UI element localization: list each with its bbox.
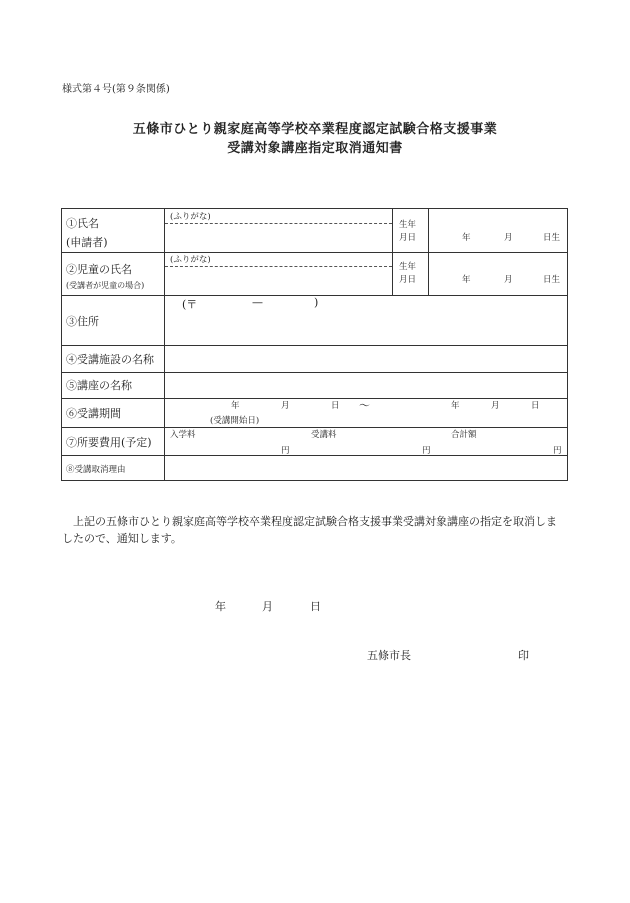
postal-close: ) <box>314 296 319 309</box>
date-month-label: 月 <box>262 600 273 613</box>
dob-label: 月日 <box>399 275 417 285</box>
month-label: 月 <box>504 275 513 285</box>
applicant-name-label: ①氏名 <box>66 217 99 230</box>
month-label: 月 <box>504 233 513 243</box>
admission-fee-label: 入学料 <box>170 430 196 440</box>
yen-unit: 円 <box>422 446 431 456</box>
start-date-note: (受講開始日) <box>210 416 260 426</box>
yen-unit: 円 <box>553 446 562 456</box>
furigana-line <box>165 223 392 224</box>
course-period-label: ⑥受講期間 <box>66 407 121 420</box>
facility-name-label: ④受講施設の名称 <box>66 353 154 366</box>
tuition-fee-label: 受講料 <box>311 430 337 440</box>
day-label: 日生 <box>543 233 561 243</box>
mayor-title: 五條市長 <box>367 649 411 662</box>
document-title: 五條市ひとり親家庭高等学校卒業程度認定試験合格支援事業 <box>132 122 498 137</box>
furigana-line <box>165 266 392 267</box>
end-year-label: 年 <box>451 401 460 411</box>
period-tilde: ～ <box>359 399 370 412</box>
year-label: 年 <box>462 233 471 243</box>
form-number: 様式第４号(第９条関係) <box>62 84 170 95</box>
estimated-cost-label: ⑦所要費用(予定) <box>66 436 152 449</box>
label-column-divider <box>164 209 165 480</box>
postal-open: (〒 <box>182 298 198 311</box>
row-divider <box>62 455 567 456</box>
start-day-label: 日 <box>331 401 340 411</box>
furigana-label: (ふりがな) <box>170 255 211 265</box>
total-amount-label: 合計額 <box>451 430 477 440</box>
notice-body: 上記の五條市ひとり親家庭高等学校卒業程度認定試験合格支援事業受講対象講座の指定を取消しましたので、通知します。 <box>62 515 557 545</box>
form-table <box>61 208 568 481</box>
child-name-label: ②児童の氏名 <box>66 263 132 276</box>
year-label: 年 <box>462 275 471 285</box>
document-subtitle: 受講対象講座指定取消通知書 <box>227 141 403 156</box>
day-label: 日生 <box>543 275 561 285</box>
dob-label: 月日 <box>399 233 417 243</box>
applicant-note: (申請者) <box>66 236 108 249</box>
end-month-label: 月 <box>491 401 500 411</box>
yen-unit: 円 <box>281 446 290 456</box>
postal-dash: — <box>252 296 263 309</box>
dob-label: 生年 <box>399 262 417 272</box>
date-year-label: 年 <box>215 600 226 613</box>
date-day-label: 日 <box>310 600 321 613</box>
row-divider <box>62 372 567 373</box>
row-divider <box>62 252 567 253</box>
dob-label: 生年 <box>399 220 417 230</box>
furigana-label: (ふりがな) <box>170 212 211 222</box>
end-day-label: 日 <box>531 401 540 411</box>
dob-column-divider <box>428 209 429 295</box>
seal-mark: 印 <box>518 649 529 662</box>
course-name-label: ⑤講座の名称 <box>66 379 132 392</box>
row-divider <box>62 345 567 346</box>
start-month-label: 月 <box>281 401 290 411</box>
address-label: ③住所 <box>66 315 99 328</box>
dob-column-divider <box>392 209 393 295</box>
child-name-note: (受講者が児童の場合) <box>66 281 145 290</box>
start-year-label: 年 <box>231 401 240 411</box>
cancellation-reason-label: ⑧受講取消理由 <box>66 465 126 475</box>
